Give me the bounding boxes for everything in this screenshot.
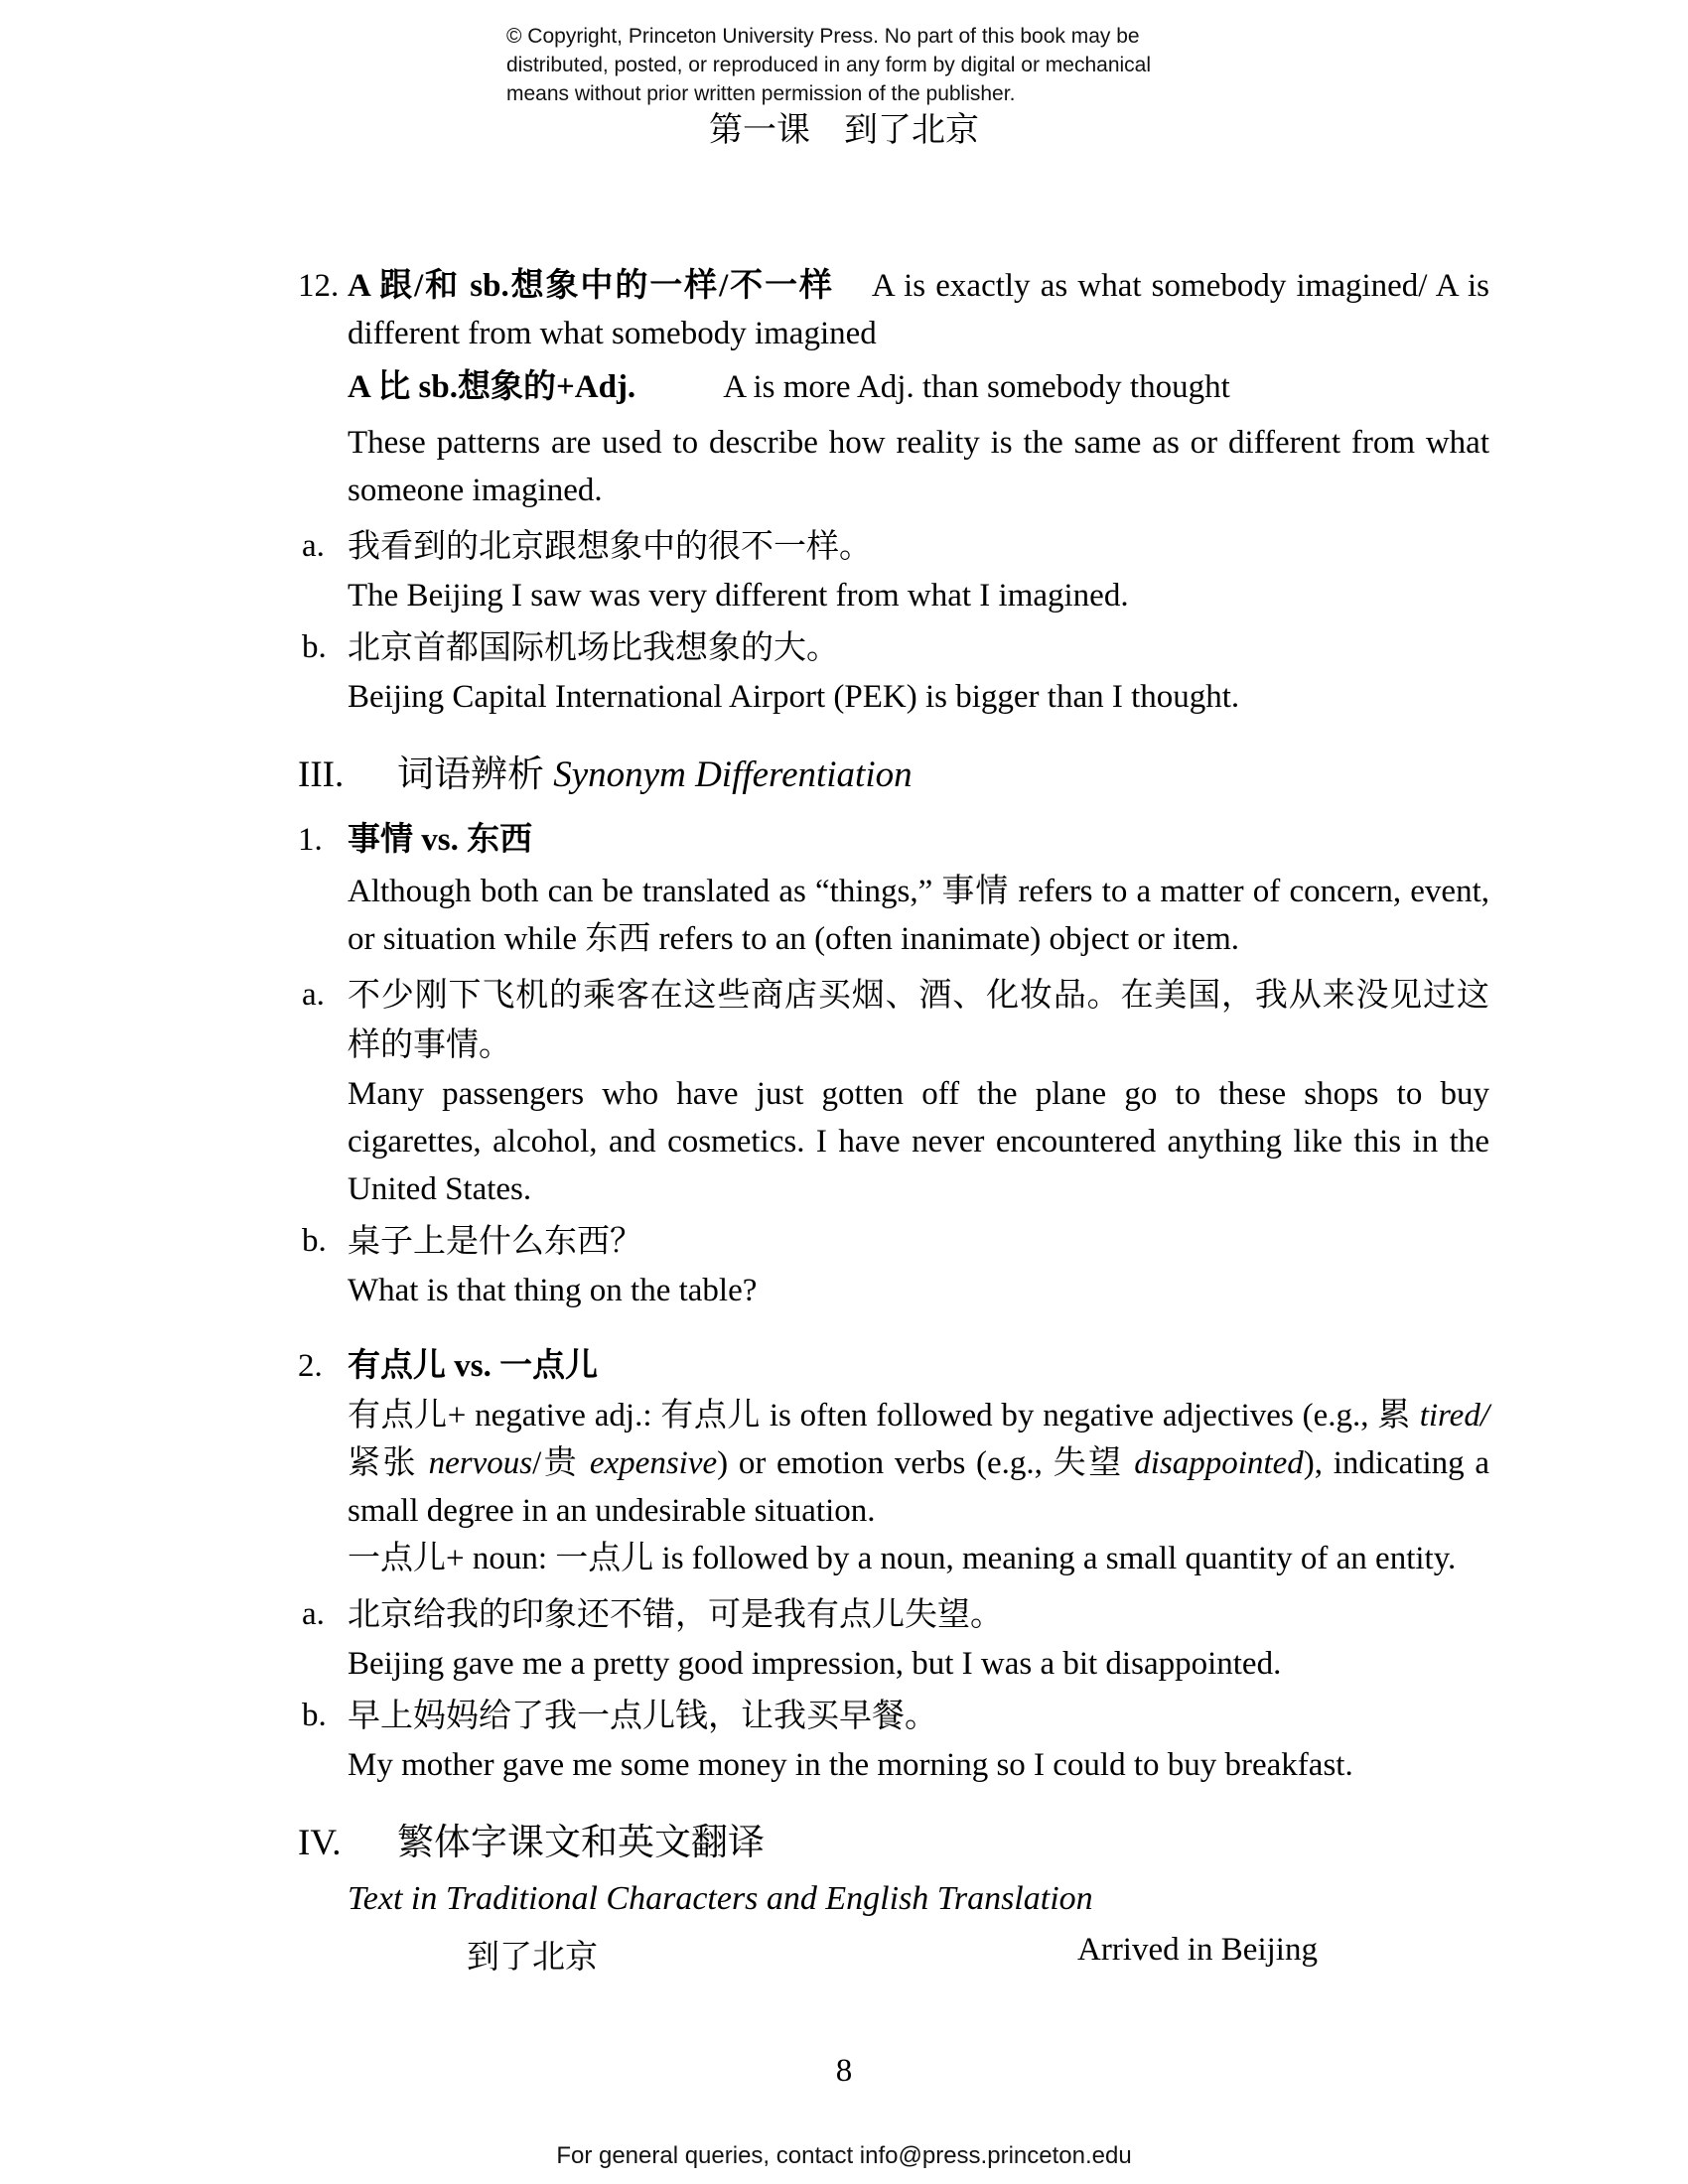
section-numeral: IV. [298, 1823, 342, 1863]
example-english: My mother gave me some money in the morning so I could to buy breakfast. [348, 1747, 1353, 1783]
example-english: Many passengers who have just gotten off the plane go to these shops to buy cigarettes, alcohol, and cosmetics. I have never encountered anything like this in the United States. [348, 1076, 1489, 1207]
section-subtitle-english: Text in Traditional Characters and English Translation [348, 1880, 1093, 1917]
section-heading-4 [199, 1817, 1489, 1870]
example-label: b. [302, 1223, 327, 1259]
lesson-title-row [199, 1928, 1489, 1979]
example-english: The Beijing I saw was very different from what I imagined. [348, 578, 1129, 614]
section-title-english: Synonym Differentiation [553, 754, 913, 795]
example-chinese: 北京首都国际机场比我想象的大。 [348, 630, 839, 666]
example-label: b. [302, 1698, 327, 1733]
example-a [199, 1590, 1489, 1688]
grammar-item-number: 12. [298, 268, 340, 304]
synonym-term: 事情 vs. 东西 [348, 822, 533, 858]
example-chinese: 早上妈妈给了我一点儿钱，让我买早餐。 [348, 1699, 937, 1734]
grammar-pattern-2: A 比 sb.想象的+Adj. [348, 369, 636, 405]
example-chinese: 我看到的北京跟想象中的很不一样。 [348, 529, 872, 565]
synonym-item-1-explanation: Although both can be translated as “things,” 事情 refers to a matter of concern, event, or situation while 东西 refers to an (often inanimate) object or item. [348, 874, 1489, 957]
example-b [199, 1692, 1489, 1789]
example-english: Beijing Capital International Airport (PEK) is bigger than I thought. [348, 679, 1240, 715]
grammar-item-12 [199, 262, 1489, 357]
grammar-pattern-2-description: A is more Adj. than somebody thought [723, 369, 1230, 405]
example-b [199, 1217, 1489, 1314]
example-b [199, 623, 1489, 721]
grammar-pattern-1: A 跟/和 sb.想象中的一样/不一样 [348, 268, 834, 304]
example-label: a. [302, 528, 325, 564]
synonym-item-2-explanation: 有点儿+ negative adj.: 有点儿 is often followed by negative adjectives (e.g., 累 tired/ 紧张 nervous/贵 expensive) or emotion verbs (e.g., 失望 disappointed), indicating a small degree in an undesirable situation. 一点儿+ noun: 一点儿 is followed by a noun, meaning a small quantity of an entity. [199, 1392, 1489, 1582]
section-title-chinese: 繁体字课文和英文翻译 [397, 1823, 765, 1863]
synonym-item-2-explanation-line2: 一点儿+ noun: 一点儿 is followed by a noun, meaning a small quantity of an entity. [348, 1541, 1457, 1576]
example-english: Beijing gave me a pretty good impression, but I was a bit disappointed. [348, 1646, 1282, 1682]
example-label: a. [302, 977, 325, 1013]
lesson-title-english: Arrived in Beijing [1077, 1932, 1318, 1968]
page-number: 8 [835, 2053, 853, 2089]
chapter-title: 第一课 到了北京 [709, 112, 979, 149]
footer-contact: For general queries, contact info@press.princeton.edu [556, 2142, 1132, 2169]
grammar-pattern-1-line [348, 262, 1489, 357]
section-numeral: III. [298, 754, 345, 795]
copyright-line: distributed, posted, or reproduced in any form by digital or mechanical [506, 54, 1152, 76]
synonym-item-1 [199, 816, 1489, 864]
main-content [199, 250, 1489, 1979]
example-a [199, 971, 1489, 1213]
copyright-line: means without prior written permission of the publisher. [506, 82, 1016, 105]
example-chinese: 桌子上是什么东西？ [348, 1224, 642, 1260]
item-number: 1. [298, 822, 323, 858]
lesson-title-chinese: 到了北京 [467, 1940, 598, 1976]
copyright-notice [506, 22, 1151, 108]
synonym-term: 有点儿 vs. 一点儿 [348, 1348, 599, 1384]
example-chinese: 北京给我的印象还不错，可是我有点儿失望。 [348, 1597, 1003, 1633]
example-label: a. [302, 1596, 325, 1632]
grammar-pattern-2-line [199, 363, 1489, 411]
synonym-item-2 [199, 1342, 1489, 1390]
item-number: 2. [298, 1348, 323, 1384]
example-label: b. [302, 629, 327, 665]
example-a [199, 522, 1489, 619]
copyright-line: © Copyright, Princeton University Press. No part of this book may be [506, 25, 1140, 48]
grammar-pattern-1-description: A is exactly as what somebody imagined/ A is different from what somebody imagined [348, 268, 1489, 351]
grammar-explanation: These patterns are used to describe how reality is the same as or different from what someone imagined. [348, 425, 1489, 508]
section-title-chinese: 词语辨析 [397, 754, 544, 795]
example-english: What is that thing on the table? [348, 1273, 758, 1308]
example-chinese: 不少刚下飞机的乘客在这些商店买烟、酒、化妆品。在美国，我从来没见过这样的事情。 [348, 978, 1489, 1063]
section-heading-3 [199, 749, 1489, 802]
